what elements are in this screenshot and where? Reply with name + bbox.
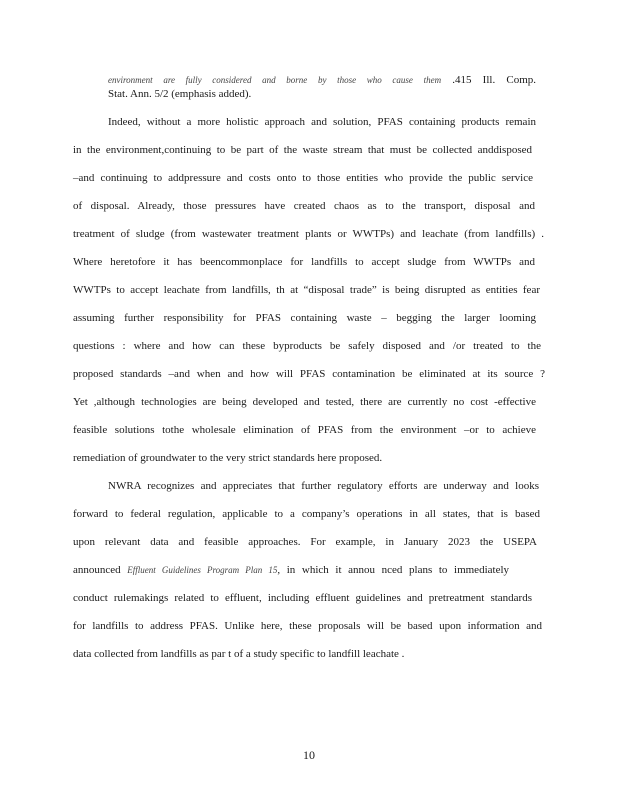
para2-line: data collected from landfills as par t of a study specific to landfill leachate . — [73, 648, 405, 660]
quote-citation: .415 Ill. Comp. — [452, 74, 537, 86]
para2-line-4 — [73, 563, 509, 577]
quote-italic-text: environment are fully considered and borne by those who cause them — [108, 75, 442, 85]
para2-line: upon relevant data and feasible approaches. For example, in January 2023 the USEPA — [73, 536, 537, 548]
para1-line: treatment of sludge (from wastewater treatment plants or WWTPs) and leachate (from landfills) . — [73, 228, 544, 240]
para1-line: Where heretofore it has beencommonplace for landfills to accept sludge from WWTPs and — [73, 256, 535, 268]
para1-line: Yet ,although technologies are being developed and tested, there are currently no cost -effective — [73, 396, 536, 408]
para1-line: remediation of groundwater to the very strict standards here proposed. — [73, 452, 383, 464]
para2-line4-start: announced — [73, 564, 121, 576]
para2-line: NWRA recognizes and appreciates that further regulatory efforts are underway and looks — [108, 480, 539, 492]
para1-line: questions : where and how can these byproducts be safely disposed and /or treated to the — [73, 340, 541, 352]
page-number: 10 — [303, 748, 315, 762]
para1-line: –and continuing to addpressure and costs onto to those entities who provide the public service — [73, 172, 533, 184]
para1-line: proposed standards –and when and how will PFAS contamination be eliminated at its source ? — [73, 368, 545, 380]
para1-line: Indeed, without a more holistic approach and solution, PFAS containing products remain — [108, 116, 536, 128]
quote-line-1 — [108, 73, 536, 87]
plan-title-italic: Effluent Guidelines Program Plan 15 — [127, 565, 278, 575]
para2-line4-end: , in which it annou nced plans to immediately — [277, 564, 510, 576]
para2-line: forward to federal regulation, applicable to a company’s operations in all states, that is based — [73, 508, 540, 520]
para1-line: feasible solutions tothe wholesale elimination of PFAS from the environment –or to achieve — [73, 424, 536, 436]
quote-line-2: Stat. Ann. 5/2 (emphasis added). — [108, 88, 252, 100]
para1-line: of disposal. Already, those pressures have created chaos as to the transport, disposal and — [73, 200, 535, 212]
para1-line: assuming further responsibility for PFAS containing waste – begging the larger looming — [73, 312, 536, 324]
para2-line: conduct rulemakings related to effluent, including effluent guidelines and pretreatment standards — [73, 592, 532, 604]
para1-line: in the environment,continuing to be part of the waste stream that must be collected anddisposed — [73, 144, 532, 156]
para1-line: WWTPs to accept leachate from landfills, th at “disposal trade” is being disrupted as entities fear — [73, 284, 540, 296]
para2-line: for landfills to address PFAS. Unlike here, these proposals will be based upon information and — [73, 620, 542, 632]
